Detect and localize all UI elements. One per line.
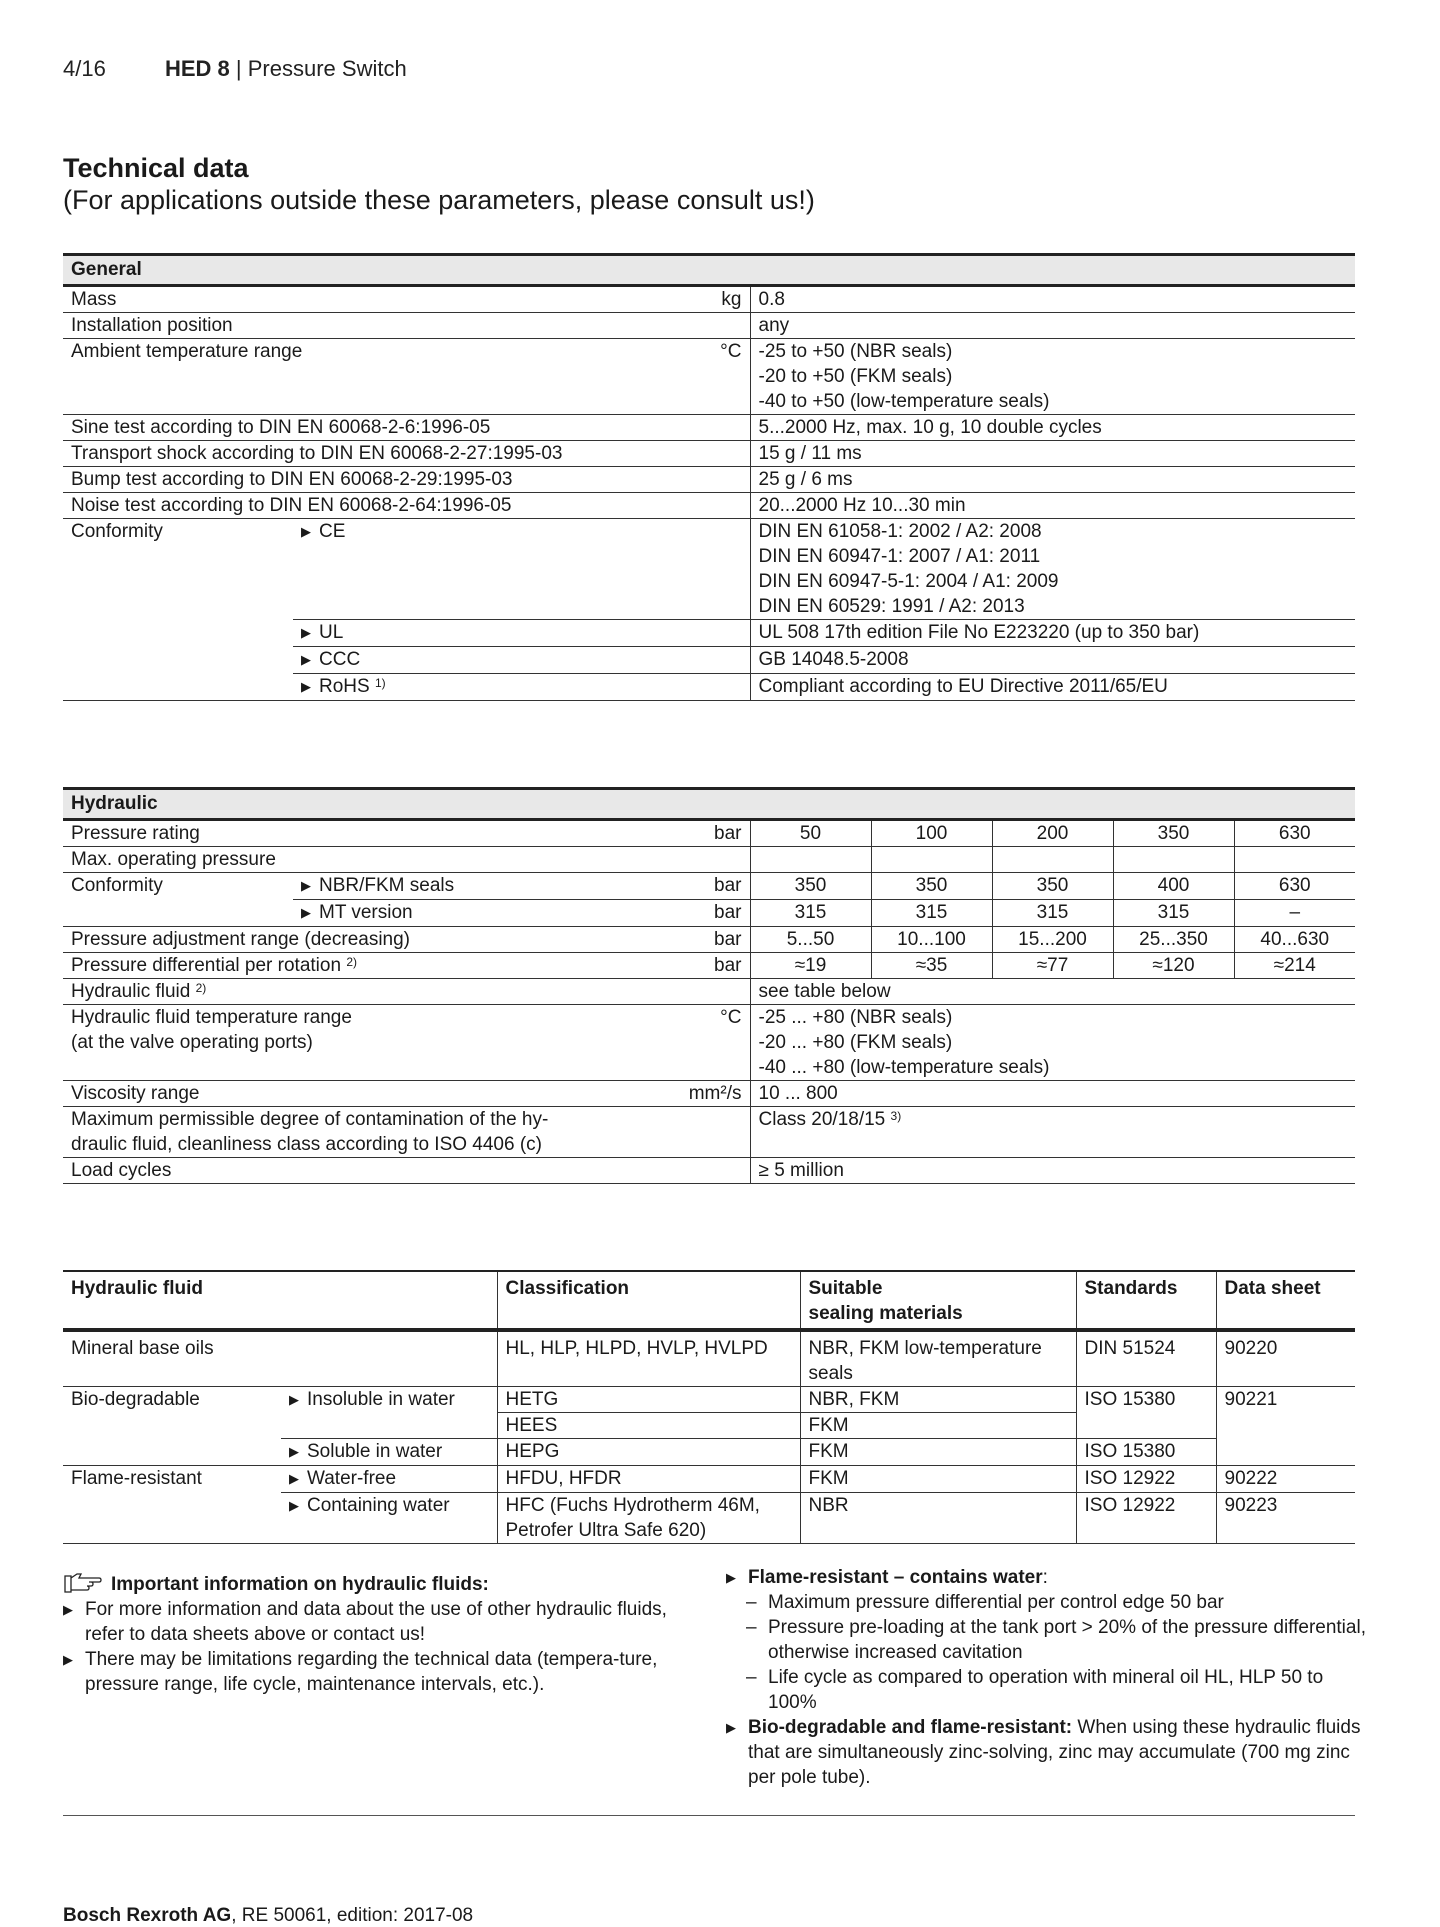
title-block	[63, 152, 815, 216]
fluid-group: Mineral base oils	[63, 1330, 497, 1387]
table-row	[63, 1466, 1355, 1493]
fluid-subgroup	[281, 1493, 497, 1544]
sealing	[800, 1330, 1076, 1387]
dash-item: – Pressure pre-loading at the tank port > 20% of the pressure differential, otherwise increased cavitation	[726, 1615, 1366, 1665]
col-header-standards: Standards	[1076, 1271, 1216, 1330]
standards: ISO 15380	[1076, 1387, 1216, 1439]
cell-value: 400	[1113, 873, 1234, 900]
row-value	[750, 1107, 1355, 1158]
value-line: seals	[808, 1363, 853, 1384]
page-subtitle: (For applications outside these parameters, please consult us!)	[63, 185, 815, 215]
value-line: -20 ... +80 (FKM seals)	[758, 1032, 953, 1053]
general-table	[63, 253, 1355, 701]
cell-value: ≈214	[1234, 953, 1355, 979]
cell-value: 630	[1234, 873, 1355, 900]
subgroup-label: Soluble in water	[307, 1441, 443, 1462]
hydraulic-table	[63, 787, 1355, 1184]
page-title: Technical data	[63, 153, 249, 183]
table-row	[63, 1081, 1355, 1107]
page-number: 4/16	[63, 56, 106, 81]
conformity-item	[293, 519, 750, 620]
product-name: HED 8	[165, 56, 230, 81]
table-row	[63, 1330, 1355, 1387]
fluid-subgroup	[281, 1387, 497, 1439]
row-label: Load cycles	[63, 1158, 750, 1184]
cell-value: ≈19	[750, 953, 871, 979]
note-bullet: ▶ There may be limitations regarding the technical data (tempera-ture, pressure range, life cycle, maintenance intervals, etc.).	[63, 1647, 683, 1697]
value-line: DIN EN 60947-1: 2007 / A1: 2011	[758, 546, 1041, 567]
value-line: DIN EN 60529: 1991 / A2: 2013	[758, 596, 1025, 617]
row-unit: mm²/s	[688, 1083, 742, 1104]
cell-value: 100	[871, 820, 992, 847]
datasheet: 90220	[1216, 1330, 1355, 1387]
fluid-group: Bio-degradable	[63, 1387, 281, 1466]
cell-value: 630	[1234, 820, 1355, 847]
bio-flame-note	[726, 1715, 1366, 1790]
row-value	[750, 1005, 1355, 1081]
row-value: 0.8	[750, 286, 1355, 313]
row-label: Conformity	[63, 519, 293, 701]
conformity-name: RoHS	[319, 676, 370, 697]
row-label: Pressure differential per rotation	[71, 955, 342, 976]
section-title: Hydraulic	[63, 789, 1355, 820]
cell-value: ≈35	[871, 953, 992, 979]
row-label: Hydraulic fluid	[71, 981, 191, 1002]
row-value	[750, 339, 1355, 415]
table-row	[63, 493, 1355, 519]
row-label: Pressure adjustment range (decreasing)	[71, 929, 411, 950]
conformity-name: CCC	[319, 649, 361, 670]
row-value	[750, 519, 1355, 620]
page-header	[63, 56, 407, 82]
fluid-remarks	[726, 1565, 1366, 1790]
value-line: -40 to +50 (low-temperature seals)	[758, 391, 1050, 412]
note-bullet: ▶ For more information and data about the use of other hydraulic fluids, refer to data sheets above or contact us!	[63, 1597, 683, 1647]
row-value: any	[750, 313, 1355, 339]
standards: ISO 12922	[1076, 1466, 1216, 1493]
subgroup-label: Containing water	[307, 1495, 450, 1516]
cell-value: 15...200	[992, 927, 1113, 953]
value-line: -25 ... +80 (NBR seals)	[758, 1007, 953, 1028]
row-value: 15 g / 11 ms	[750, 441, 1355, 467]
table-row	[63, 1005, 1355, 1081]
row-value: ≥ 5 million	[750, 1158, 1355, 1184]
row-label: Ambient temperature range	[71, 341, 303, 362]
empty-cell	[1234, 847, 1355, 873]
value-line: -40 ... +80 (low-temperature seals)	[758, 1057, 1050, 1078]
classification: HFDU, HFDR	[497, 1466, 800, 1493]
note-title: Important information on hydraulic fluids:	[111, 1574, 489, 1595]
header-separator: |	[229, 56, 248, 81]
row-label: Noise test according to DIN EN 60068-2-64:1996-05	[63, 493, 750, 519]
row-unit: bar	[714, 955, 742, 976]
document-reference: , RE 50061, edition: 2017-08	[231, 1905, 474, 1926]
table-row	[63, 820, 1355, 847]
row-value: 25 g / 6 ms	[750, 467, 1355, 493]
row-label: Pressure rating	[71, 823, 200, 844]
cell-value: 10...100	[871, 927, 992, 953]
table-row	[63, 313, 1355, 339]
empty-cell	[1113, 847, 1234, 873]
cell-value: ≈120	[1113, 953, 1234, 979]
fluid-group: Flame-resistant	[63, 1466, 281, 1544]
row-label: Maximum permissible degree of contamination of the hy-	[71, 1109, 549, 1130]
classification: HETG	[497, 1387, 800, 1413]
value-line: Petrofer Ultra Safe 620)	[505, 1520, 707, 1541]
cell-value: 315	[871, 900, 992, 927]
dash-item: – Maximum pressure differential per control edge 50 bar	[726, 1590, 1366, 1615]
conformity-item	[293, 647, 750, 674]
table-row	[63, 873, 1355, 900]
table-row	[63, 1107, 1355, 1158]
row-label: Hydraulic fluid temperature range	[71, 1007, 352, 1028]
table-row	[63, 1387, 1355, 1413]
table-row	[63, 339, 1355, 415]
header-subtitle: Pressure Switch	[247, 56, 407, 81]
row-label-line2: (at the valve operating ports)	[71, 1032, 313, 1053]
sub-label: ▶ NBR/FKM seals	[301, 875, 454, 896]
cell-value: 350	[750, 873, 871, 900]
table-row	[63, 286, 1355, 313]
row-unit: bar	[714, 823, 742, 844]
header-line: Suitable	[808, 1278, 883, 1299]
row-value: 5...2000 Hz, max. 10 g, 10 double cycles	[750, 415, 1355, 441]
table-row	[63, 1158, 1355, 1184]
dash-item: – Life cycle as compared to operation with mineral oil HL, HLP 50 to 100%	[726, 1665, 1366, 1715]
sealing: FKM	[800, 1466, 1076, 1493]
col-header-classification: Classification	[497, 1271, 800, 1330]
row-unit: °C	[720, 1007, 742, 1028]
pointing-hand-icon	[63, 1570, 103, 1594]
note-title: Bio-degradable and flame-resistant:	[748, 1717, 1073, 1738]
cell-value: –	[1234, 900, 1355, 927]
row-value: GB 14048.5-2008	[750, 647, 1355, 674]
cell-value: 5...50	[750, 927, 871, 953]
note-heading	[63, 1570, 683, 1597]
standards: ISO 15380	[1076, 1439, 1216, 1466]
header-line: sealing materials	[808, 1303, 963, 1324]
note-title: Flame-resistant – contains water	[748, 1567, 1043, 1588]
footnote-ref: 3)	[890, 1109, 902, 1123]
cell-value: 315	[1113, 900, 1234, 927]
divider	[63, 1815, 1355, 1816]
note-text: When using these hydraulic fluids that are simultaneously zinc-solving, zinc may accumulate (700 mg zinc per pole tube).	[748, 1717, 1361, 1788]
row-unit: bar	[714, 875, 742, 896]
row-label: Mass	[71, 289, 117, 310]
subgroup-label: Water-free	[307, 1468, 397, 1489]
fluid-subgroup	[281, 1466, 497, 1493]
value-line: -20 to +50 (FKM seals)	[758, 366, 953, 387]
subgroup-label: Insoluble in water	[307, 1389, 455, 1410]
cell-value: 350	[871, 873, 992, 900]
row-unit: bar	[714, 929, 742, 950]
standards: DIN 51524	[1076, 1330, 1216, 1387]
cell-value: 50	[750, 820, 871, 847]
classification: HL, HLP, HLPD, HVLP, HVLPD	[497, 1330, 800, 1387]
page-footer	[63, 1905, 473, 1927]
empty-cell	[992, 847, 1113, 873]
row-unit: kg	[721, 289, 742, 310]
row-value: Compliant according to EU Directive 2011/65/EU	[750, 674, 1355, 701]
empty-cell	[750, 847, 871, 873]
table-row	[63, 979, 1355, 1005]
cell-value: 25...350	[1113, 927, 1234, 953]
conformity-name: UL	[319, 622, 344, 643]
value-line: DIN EN 60947-5-1: 2004 / A1: 2009	[758, 571, 1059, 592]
table-row	[63, 441, 1355, 467]
table-row	[63, 415, 1355, 441]
datasheet: 90223	[1216, 1493, 1355, 1544]
footnote-ref: 1)	[374, 676, 386, 690]
row-label-line2: draulic fluid, cleanliness class according to ISO 4406 (c)	[71, 1134, 543, 1155]
row-label: Max. operating pressure	[63, 847, 750, 873]
flame-resistant-note	[726, 1565, 1366, 1590]
value-line: NBR, FKM low-temperature	[808, 1338, 1042, 1359]
section-title: General	[63, 255, 1355, 286]
col-header-datasheet: Data sheet	[1216, 1271, 1355, 1330]
value-line: DIN EN 61058-1: 2002 / A2: 2008	[758, 521, 1042, 542]
row-unit: °C	[720, 341, 742, 362]
row-value: 10 ... 800	[750, 1081, 1355, 1107]
important-info-note	[63, 1570, 683, 1697]
row-label: Bump test according to DIN EN 60068-2-29:1995-03	[63, 467, 750, 493]
row-label: Conformity	[63, 873, 293, 927]
company-name: Bosch Rexroth AG	[63, 1905, 232, 1926]
sealing: NBR	[800, 1493, 1076, 1544]
cell-value: 315	[992, 900, 1113, 927]
sealing: NBR, FKM	[800, 1387, 1076, 1413]
row-label: Sine test according to DIN EN 60068-2-6:1996-05	[63, 415, 750, 441]
cell-value: 350	[1113, 820, 1234, 847]
fluid-subgroup	[281, 1439, 497, 1466]
footnote-ref: 2)	[346, 955, 357, 969]
sub-label: ▶ MT version	[301, 902, 413, 923]
sealing: FKM	[800, 1413, 1076, 1439]
cell-value: 315	[750, 900, 871, 927]
datasheet: 90222	[1216, 1466, 1355, 1493]
row-label: Transport shock according to DIN EN 60068-2-27:1995-03	[63, 441, 750, 467]
datasheet: 90221	[1216, 1387, 1355, 1466]
footnote-ref: 2)	[195, 981, 207, 995]
colon: :	[1042, 1567, 1048, 1588]
cell-value: 200	[992, 820, 1113, 847]
cell-value: 350	[992, 873, 1113, 900]
table-row	[63, 953, 1355, 979]
value-text: Class 20/18/15	[758, 1109, 886, 1130]
standards: ISO 12922	[1076, 1493, 1216, 1544]
table-header	[63, 1271, 1355, 1330]
col-header-fluid: Hydraulic fluid	[63, 1271, 497, 1330]
row-value: UL 508 17th edition File No E223220 (up to 350 bar)	[750, 620, 1355, 647]
empty-cell	[871, 847, 992, 873]
row-value: 20...2000 Hz 10...30 min	[750, 493, 1355, 519]
classification: HEPG	[497, 1439, 800, 1466]
row-unit: bar	[714, 902, 742, 923]
classification	[497, 1493, 800, 1544]
row-value: see table below	[750, 979, 1355, 1005]
conformity-item	[293, 620, 750, 647]
table-row	[63, 847, 1355, 873]
section-header-hydraulic	[63, 789, 1355, 820]
conformity-name: CE	[319, 521, 346, 542]
hydraulic-fluids-table	[63, 1270, 1355, 1544]
classification: HEES	[497, 1413, 800, 1439]
cell-value: 40...630	[1234, 927, 1355, 953]
value-line: -25 to +50 (NBR seals)	[758, 341, 953, 362]
table-row	[63, 519, 1355, 620]
cell-value: ≈77	[992, 953, 1113, 979]
sealing: FKM	[800, 1439, 1076, 1466]
row-label: Installation position	[63, 313, 750, 339]
conformity-item	[293, 674, 750, 701]
table-row	[63, 467, 1355, 493]
row-label: Viscosity range	[71, 1083, 200, 1104]
table-row	[63, 927, 1355, 953]
value-line: HFC (Fuchs Hydrotherm 46M,	[505, 1495, 760, 1516]
section-header-general	[63, 255, 1355, 286]
col-header-sealing	[800, 1271, 1076, 1330]
